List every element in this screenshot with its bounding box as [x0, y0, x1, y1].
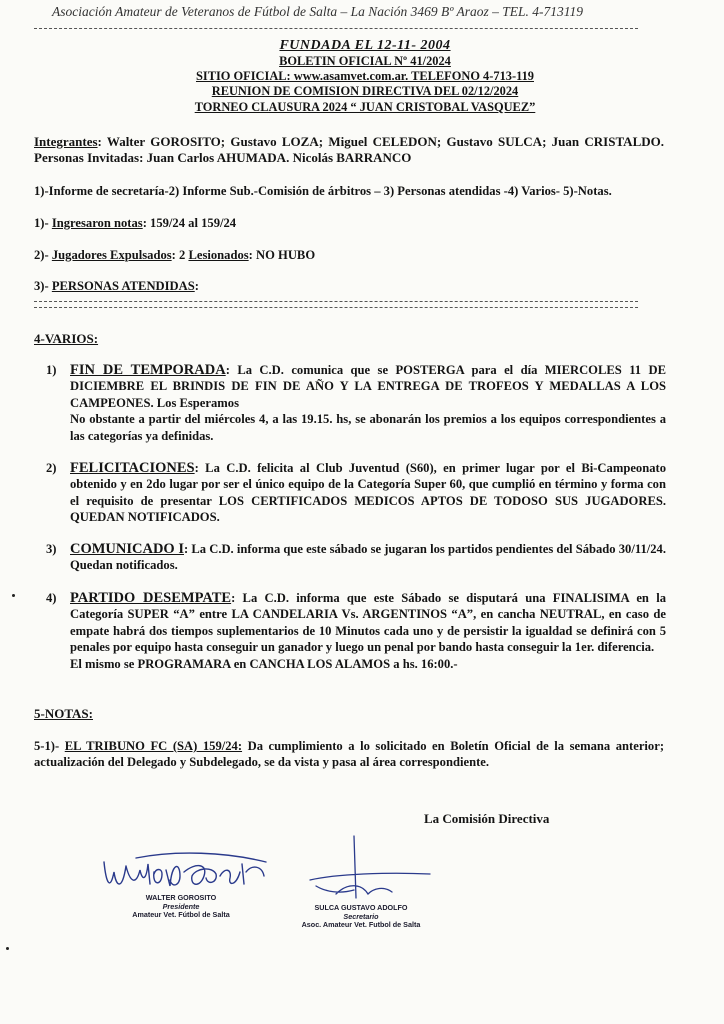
bulletin-heading: [120, 38, 610, 115]
signer-org: Amateur Vet. Fútbol de Salta: [132, 910, 230, 920]
tournament-line: TORNEO CLAUSURA 2024 “ JUAN CRISTOBAL VASQUEZ”: [194, 99, 536, 114]
notes-received-label: Ingresaron notas: [51, 216, 143, 230]
injured-value: : NO HUBO: [248, 248, 316, 262]
signature-scribble-icon: [296, 834, 446, 904]
persons-attended-line: [34, 278, 674, 294]
players-line: [34, 247, 674, 263]
note-text: Da cumplimiento a lo solicitado en Boletín Oficial de la semana anterior; actualización del Delegado y Subdelegado, se da vista y pasa al área correspondiente.: [34, 739, 665, 770]
item-text: : La C.D. informa que este Sábado se disputará una FINALISIMA en la Categoría SUPER “A” entre LA CANDELARIA Vs. ARGENTINOS “A”, en cancha NEUTRAL, en caso de empate habrá dos tiempos suplementarios de 10 Minutos cada uno y de persistir la igualdad se definirá con 5 penales por equipo hasta conseguir un ganador y luego un penal por bando hasta conseguir la 1er. diferencia.: [70, 591, 666, 655]
item-text: : La C.D. informa que este sábado se jugaran los partidos pendientes del Sábado 30/11/24. Quedan notificados.: [70, 542, 666, 573]
notes-received-value: : 159/24 al 159/24: [142, 216, 237, 230]
list-item: [46, 362, 666, 444]
scan-speck: [12, 594, 15, 597]
varios-heading: 4-VARIOS:: [34, 331, 99, 346]
signer-name: SULCA GUSTAVO ADOLFO: [314, 903, 408, 912]
note-paragraph: [34, 738, 664, 771]
bulletin-number: BOLETIN OFICIAL Nº 41/2024: [279, 54, 451, 68]
item-title: COMUNICADO I: [70, 541, 184, 557]
official-site-line: SITIO OFICIAL: www.asamvet.com.ar. TELEFONO 4-713-119: [195, 69, 534, 84]
meeting-line: REUNION DE COMISION DIRECTIVA DEL 02/12/2024: [211, 84, 519, 99]
list-number: 3): [46, 542, 57, 556]
notes-received-line: [34, 215, 674, 231]
scan-speck: [6, 947, 9, 950]
list-number: 1): [46, 363, 57, 377]
item-text-2: El mismo se PROGRAMARA en CANCHA LOS ALAMOS a hs. 16:00.-: [70, 656, 458, 671]
item-prefix: 2)-: [34, 248, 52, 262]
signer-role: Secretario: [343, 911, 379, 921]
signer-role: Presidente: [162, 901, 200, 911]
list-item: [46, 541, 666, 574]
board-signature-label: La Comisión Directiva: [424, 811, 550, 826]
list-number: 2): [46, 461, 57, 475]
signer-org: Asoc. Amateur Vet. Futbol de Salta: [301, 920, 421, 930]
item-prefix: 1)-: [34, 216, 52, 230]
item-text: : La C.D. felicita al Club Juventud (S60), en primer lugar por el Bi-Campeonato obtenido y en 2do lugar por ser el único equipo de la Categoría Super 60, que cumplió en término y forma con el requisito de presentar LOS CERTIFICADOS MEDICOS APTOS DE TODOSO SUS JUGADORES. QUEDAN NOTIFICADOS.: [70, 461, 666, 525]
members-label: Integrantes: [34, 134, 98, 149]
note-title: EL TRIBUNO FC (SA) 159/24:: [64, 739, 243, 753]
item-suffix: :: [194, 279, 199, 293]
president-signature: [96, 842, 276, 922]
agenda-line: 1)-Informe de secretaría-2) Informe Sub.-Comisión de árbitros – 3) Personas atendidas -4) Varios- 5)-Notas.: [34, 184, 612, 198]
association-header-line: Asociación Amateur de Veteranos de Fútbol de Salta – La Nación 3469 Bº Araoz – TEL. 4-713119: [52, 4, 584, 19]
notas-heading: 5-NOTAS:: [34, 706, 93, 721]
item-text: : La C.D. comunica que se POSTERGA para el día MIERCOLES 11 DE DICIEMBRE EL BRINDIS DE FIN DE AÑO Y LA ENTREGA DE TROFEOS Y MEDALLAS A LOS CAMPEONES. Los Esperamos: [70, 363, 667, 410]
members-text: : Walter GOROSITO; Gustavo LOZA; Miguel CELEDON; Gustavo SULCA; Juan CRISTALDO. Personas Invitadas: Juan Carlos AHUMADA. Nicolás BARRANCO: [34, 134, 664, 166]
list-number: 4): [46, 591, 57, 605]
list-item: [46, 460, 666, 526]
injured-label: Lesionados: [188, 248, 249, 262]
expelled-value: : 2: [171, 248, 189, 262]
section-divider: [34, 307, 638, 308]
item-title: FIN DE TEMPORADA: [70, 362, 226, 378]
founded-date: FUNDADA EL 12-11- 2004: [279, 38, 451, 53]
item-title: PARTIDO DESEMPATE: [70, 590, 232, 606]
persons-attended-label: PERSONAS ATENDIDAS: [51, 279, 195, 293]
list-item: [46, 590, 666, 672]
item-prefix: 3)-: [34, 279, 52, 293]
item-title: FELICITACIONES: [70, 460, 195, 476]
section-divider: [34, 301, 638, 302]
members-paragraph: [34, 134, 664, 167]
secretary-signature: [296, 834, 446, 932]
signer-name: WALTER GOROSITO: [145, 893, 217, 902]
note-prefix: 5-1)-: [34, 739, 65, 753]
header-divider: [34, 28, 638, 29]
expelled-label: Jugadores Expulsados: [51, 248, 172, 262]
item-text-2: No obstante a partir del miércoles 4, a las 19.15. hs, se abonarán los premios a los equipos correspondientes a las categorías ya definidas.: [70, 412, 666, 443]
